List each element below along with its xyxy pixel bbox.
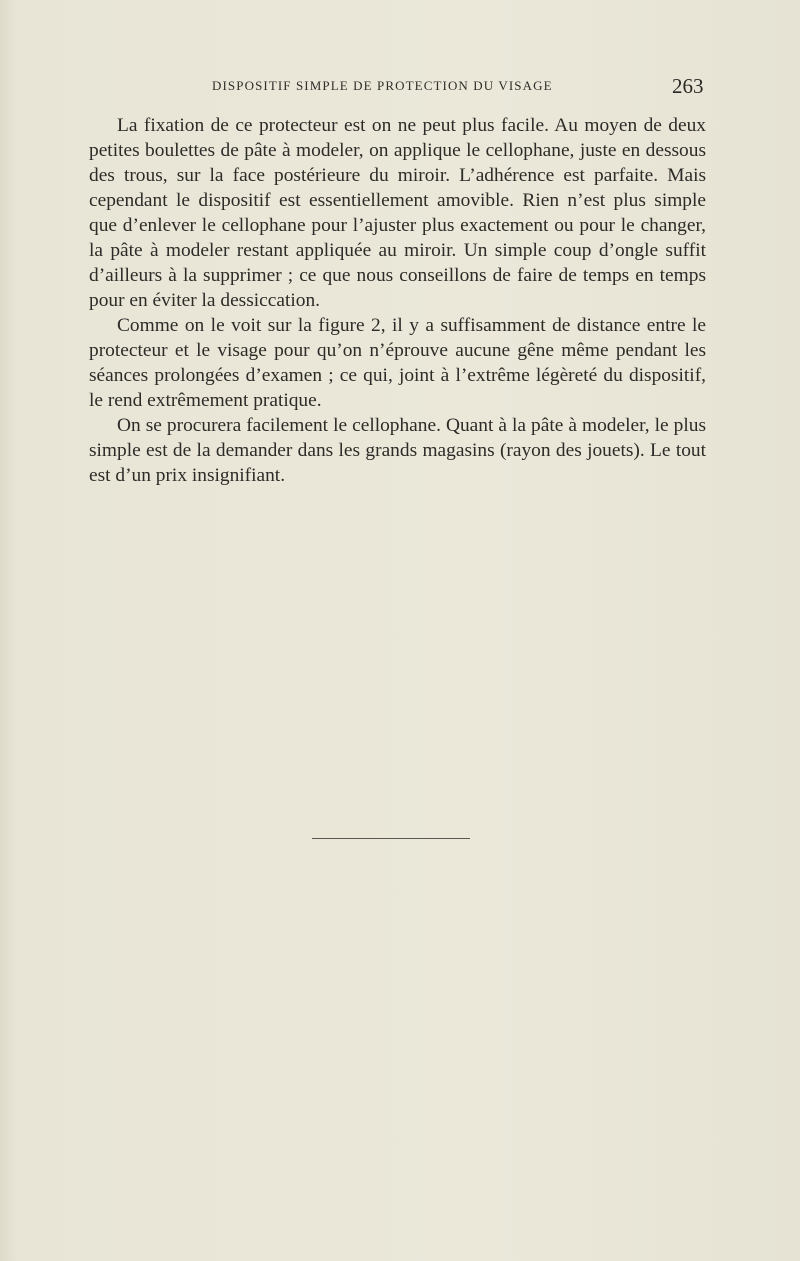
section-end-rule <box>312 838 470 839</box>
page-number: 263 <box>672 74 704 98</box>
paragraph-procurement: On se procurera facilement le cellophane. Quant à la pâte à modeler, le plus simple est de la demander dans les grands magasins (rayon des jouets). Le tout est d’un prix insignifiant. <box>89 415 706 486</box>
running-header <box>0 74 800 98</box>
body-text <box>89 113 706 488</box>
paragraph-distance: Comme on le voit sur la figure 2, il y a suffisamment de distance entre le protecteur et le visage pour qu’on n’éprouve aucune gêne même pendant les séances prolongées d’examen ; ce qui, joint à l’extrême légèreté du dispositif, le rend extrêmement pratique. <box>89 315 706 411</box>
paragraph-fixation: La fixation de ce protecteur est on ne peut plus facile. Au moyen de deux petites boulettes de pâte à modeler, on applique le cellophane, juste en dessous des trous, sur la face postérieure du miroir. L’adhérence est parfaite. Mais cependant le dispositif est essentiellement amovible. Rien n’est plus simple que d’enlever le cellophane pour l’ajuster plus exactement ou pour le changer, la pâte à modeler restant appliquée au miroir. Un simple coup d’ongle suffit d’ailleurs à la supprimer ; ce que nous conseillons de faire de temps en temps pour en éviter la dessiccation. <box>89 115 706 311</box>
running-title: DISPOSITIF SIMPLE DE PROTECTION DU VISAGE <box>212 78 553 93</box>
